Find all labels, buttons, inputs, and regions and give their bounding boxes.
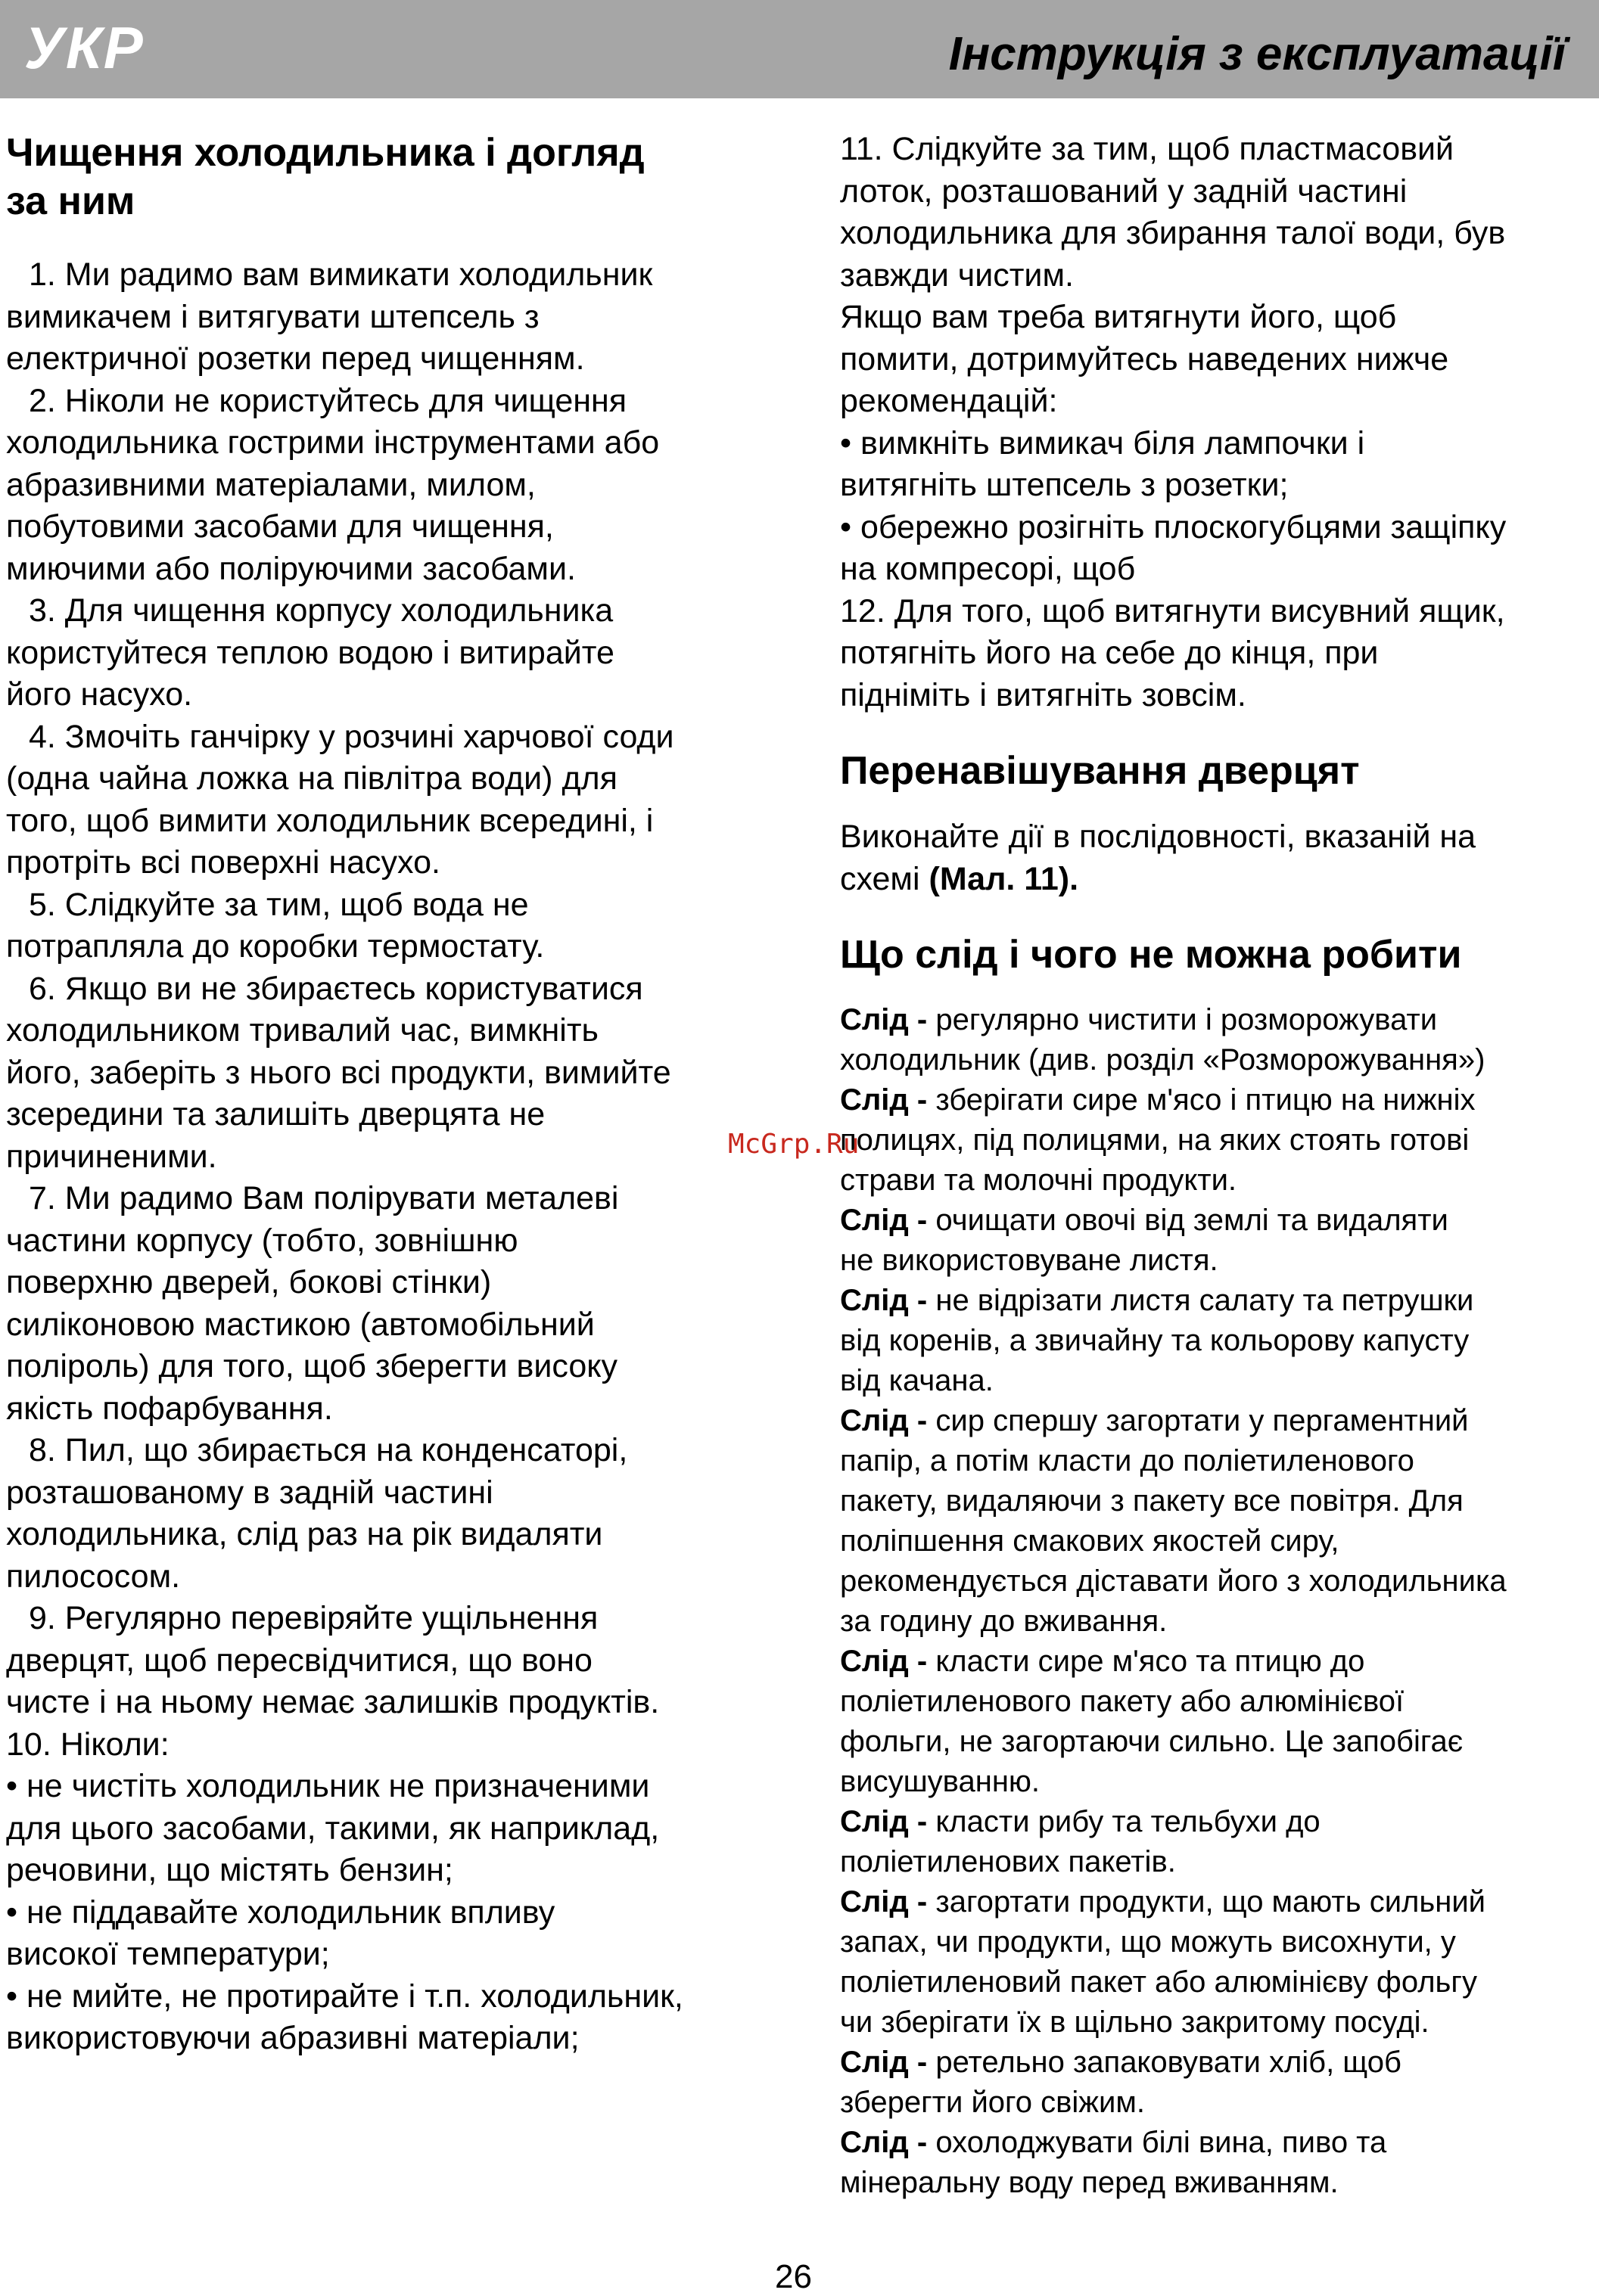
dos-line bbox=[840, 1561, 1593, 1602]
text-line: 10. Ніколи: bbox=[6, 1726, 170, 1763]
dos-line bbox=[840, 2083, 1593, 2123]
dos-line bbox=[840, 1000, 1593, 1040]
dos-label: Слід - bbox=[840, 1805, 936, 1838]
dos-line bbox=[840, 1722, 1593, 1762]
text-line: користуйтеся теплою водою і витирайте bbox=[6, 634, 614, 671]
dos-label: Слід - bbox=[840, 1284, 936, 1317]
text-line: Якщо вам треба витягнути його, щоб bbox=[840, 299, 1397, 335]
dos-text: поліетиленовий пакет або алюмінієву фольгу bbox=[840, 1965, 1477, 1999]
text-line: рекомендацій: bbox=[840, 383, 1058, 419]
text-line: його насухо. bbox=[6, 676, 193, 713]
text-line: зсередини та залишіть дверцята не bbox=[6, 1096, 546, 1132]
text-line: розташованому в задній частині bbox=[6, 1474, 493, 1511]
text-line: • не чистіть холодильник не призначеними bbox=[6, 1768, 650, 1804]
text-line: електричної розетки перед чищенням. bbox=[6, 340, 585, 377]
text-line: холодильника для збирання талої води, був bbox=[840, 215, 1506, 251]
text-line: 11. Слідкуйте за тим, щоб пластмасовий bbox=[840, 131, 1454, 167]
dos-line bbox=[840, 1922, 1593, 1962]
dos-line bbox=[840, 1201, 1593, 1241]
text-line: • не піддавайте холодильник впливу bbox=[6, 1894, 555, 1931]
text-line: побутовими засобами для чищення, bbox=[6, 508, 554, 545]
dos-text: поліетиленового пакету або алюмінієвої bbox=[840, 1685, 1405, 1718]
tray-instructions bbox=[840, 129, 1593, 716]
text-line: 6. Якщо ви не збираєтесь користуватися bbox=[29, 970, 643, 1007]
page-header bbox=[0, 0, 1599, 98]
dos-line bbox=[840, 1481, 1593, 1521]
text-line: поліроль) для того, щоб зберегти високу bbox=[6, 1348, 618, 1384]
dos-text: регулярно чистити і розморожувати bbox=[935, 1003, 1438, 1036]
dos-text: страви та молочні продукти. bbox=[840, 1164, 1237, 1197]
dos-text: класти сире м'ясо та птицю до bbox=[935, 1645, 1365, 1678]
dos-text: ретельно запаковувати хліб, щоб bbox=[935, 2046, 1401, 2079]
dos-text: не відрізати листя салату та петрушки bbox=[935, 1284, 1474, 1317]
text-line: 1. Ми радимо вам вимикати холодильник bbox=[29, 256, 653, 293]
dos-list bbox=[840, 1000, 1593, 2203]
dos-text: загортати продукти, що мають сильний bbox=[935, 1885, 1485, 1919]
text-line: потягніть його на себе до кінця, при bbox=[840, 635, 1379, 671]
dos-text: фольги, не загортаючи сильно. Це запобігає bbox=[840, 1725, 1464, 1758]
line-text: Виконайте дії в послідовності, вказаній на bbox=[840, 819, 1476, 855]
text-line: на компресорі, щоб bbox=[840, 551, 1136, 587]
text-line: • не мийте, не протирайте і т.п. холодильник, bbox=[6, 1978, 683, 2015]
text-line: 8. Пил, що збирається на конденсаторі, bbox=[29, 1432, 628, 1468]
text-line: речовини, що містять бензин; bbox=[6, 1852, 453, 1888]
text-line: завжди чистим. bbox=[840, 256, 1074, 294]
dos-text: поліетиленових пакетів. bbox=[840, 1845, 1176, 1878]
dos-text: за годину до вживання. bbox=[840, 1605, 1168, 1638]
text-line: помити, дотримуйтесь наведених нижче bbox=[840, 340, 1449, 377]
text-line: • обережно розігніть плоскогубцями защіпку bbox=[840, 508, 1507, 545]
dos-line bbox=[840, 2043, 1593, 2083]
dos-line bbox=[840, 2163, 1593, 2203]
text-line: 4. Змочіть ганчірку у розчині харчової соди bbox=[29, 718, 674, 755]
text-line: холодильника гострими інструментами або bbox=[6, 424, 660, 461]
dos-text: холодильник (див. розділ «Розморожування») bbox=[840, 1043, 1485, 1077]
section-heading-cleaning bbox=[6, 129, 770, 225]
dos-line bbox=[840, 1120, 1593, 1160]
dos-text: пакету, видаляючи з пакету все повітря. Для bbox=[840, 1484, 1464, 1518]
dos-line bbox=[840, 2123, 1593, 2163]
dos-line bbox=[840, 1762, 1593, 1802]
text-line: 3. Для чищення корпусу холодильника bbox=[29, 592, 614, 629]
text-line: якість пофарбування. bbox=[6, 1390, 333, 1427]
dos-line bbox=[840, 1361, 1593, 1401]
dos-line bbox=[840, 1281, 1593, 1321]
text-line: пилососом. bbox=[6, 1558, 181, 1595]
dos-line bbox=[840, 1401, 1593, 1441]
dos-text: мінеральну воду перед вживанням. bbox=[840, 2166, 1339, 2199]
dos-line bbox=[840, 1642, 1593, 1682]
text-line: холодильником тривалий час, вимкніть bbox=[6, 1012, 599, 1049]
dos-label: Слід - bbox=[840, 1885, 936, 1919]
manual-title: Інструкція з експлуатації bbox=[948, 28, 1566, 80]
dos-line bbox=[840, 1241, 1593, 1281]
text-line: миючими або поліруючими засобами. bbox=[6, 550, 576, 587]
dos-line bbox=[840, 1321, 1593, 1361]
text-line: його, заберіть з нього всі продукти, вимийте bbox=[6, 1054, 671, 1091]
dos-line bbox=[840, 1441, 1593, 1481]
section-heading-dos: Що слід і чого не можна робити bbox=[840, 933, 1462, 977]
text-line: використовуючи абразивні матеріали; bbox=[6, 2020, 580, 2056]
text-line: поверхню дверей, бокові стінки) bbox=[6, 1264, 492, 1300]
dos-text: зберігати сире м'ясо і птицю на нижніх bbox=[935, 1083, 1476, 1117]
text-line: (одна чайна ложка на півлітра води) для bbox=[6, 760, 618, 797]
dos-label: Слід - bbox=[840, 1083, 936, 1117]
heading-line: Чищення холодильника і догляд bbox=[6, 131, 645, 175]
dos-text: не використовуване листя. bbox=[840, 1244, 1218, 1277]
text-line bbox=[840, 859, 1593, 901]
watermark-text: McGrp.Ru bbox=[728, 1129, 860, 1160]
text-line: причиненими. bbox=[6, 1138, 217, 1175]
text-line: чисте і на ньому немає залишків продуктів. bbox=[6, 1684, 660, 1720]
dos-line bbox=[840, 1802, 1593, 1842]
dos-text: папір, а потім класти до поліетиленового bbox=[840, 1444, 1414, 1477]
dos-line bbox=[840, 1842, 1593, 1882]
dos-label: Слід - bbox=[840, 1204, 936, 1237]
dos-line bbox=[840, 1682, 1593, 1722]
text-line: частини корпусу (тобто, зовнішню bbox=[6, 1222, 518, 1259]
dos-label: Слід - bbox=[840, 1003, 936, 1036]
dos-text: чи зберігати їх в щільно закритому посуді. bbox=[840, 2006, 1429, 2039]
text-line: 9. Регулярно перевіряйте ущільнення bbox=[29, 1600, 599, 1636]
text-line: холодильника, слід раз на рік видаляти bbox=[6, 1516, 603, 1552]
dos-label: Слід - bbox=[840, 1404, 936, 1437]
dos-text: класти рибу та тельбухи до bbox=[935, 1805, 1321, 1838]
text-line: силіконовою мастикою (автомобільний bbox=[6, 1306, 595, 1343]
dos-text: висушуванню. bbox=[840, 1765, 1041, 1798]
right-column bbox=[840, 129, 1593, 2203]
text-line: того, щоб вимити холодильник всередині, і bbox=[6, 802, 654, 839]
dos-text: полицях, під полицями, на яких стоять готові bbox=[840, 1123, 1470, 1157]
dos-line bbox=[840, 1882, 1593, 1922]
dos-line bbox=[840, 1080, 1593, 1120]
heading-line: за ним bbox=[6, 179, 135, 223]
text-line: витягніть штепсель з розетки; bbox=[840, 467, 1289, 503]
page-number: 26 bbox=[775, 2258, 812, 2295]
dos-line bbox=[840, 1602, 1593, 1642]
dos-line bbox=[840, 1521, 1593, 1561]
dos-text: поліпшення смакових якостей сиру, bbox=[840, 1524, 1339, 1558]
text-line: потрапляла до коробки термостату. bbox=[6, 928, 545, 965]
door-instructions bbox=[840, 816, 1593, 900]
figure-reference: (Мал. 11). bbox=[929, 860, 1079, 897]
dos-text: зберегти його свіжим. bbox=[840, 2086, 1145, 2119]
text-line: протріть всі поверхні насухо. bbox=[6, 844, 440, 881]
text-line: абразивними матеріалами, милом, bbox=[6, 466, 536, 503]
dos-text: рекомендується діставати його з холодильника bbox=[840, 1564, 1507, 1598]
text-line: 12. Для того, щоб витягнути висувний ящик, bbox=[840, 592, 1505, 629]
dos-label: Слід - bbox=[840, 2126, 936, 2159]
text-line: підніміть і витягніть зовсім. bbox=[840, 676, 1246, 713]
language-label: УКР bbox=[24, 14, 145, 81]
dos-text: сир спершу загортати у пергаментний bbox=[935, 1404, 1469, 1437]
cleaning-instructions bbox=[6, 254, 770, 2060]
text-line: вимикачем і витягувати штепсель з bbox=[6, 298, 540, 335]
line-text: схемі bbox=[840, 860, 929, 897]
text-line bbox=[840, 816, 1593, 859]
dos-label: Слід - bbox=[840, 1645, 936, 1678]
section-heading-door: Перенавішування дверцят bbox=[840, 749, 1360, 793]
text-line: 5. Слідкуйте за тим, щоб вода не bbox=[29, 886, 529, 923]
dos-text: очищати овочі від землі та видаляти bbox=[935, 1204, 1448, 1237]
text-line: • вимкніть вимикач біля лампочки і bbox=[840, 424, 1365, 461]
left-column bbox=[6, 129, 770, 2060]
text-line: високої температури; bbox=[6, 1936, 330, 1972]
dos-line bbox=[840, 1160, 1593, 1201]
dos-label: Слід - bbox=[840, 2046, 936, 2079]
dos-text: від качана. bbox=[840, 1364, 994, 1397]
dos-line bbox=[840, 2002, 1593, 2043]
dos-text: від коренів, а звичайну та кольорову капусту bbox=[840, 1324, 1470, 1357]
dos-line bbox=[840, 1962, 1593, 2002]
text-line: для цього засобами, такими, як наприклад, bbox=[6, 1810, 660, 1847]
text-line: дверцят, щоб пересвідчитися, що воно bbox=[6, 1642, 593, 1679]
text-line: 2. Ніколи не користуйтесь для чищення bbox=[29, 382, 627, 419]
dos-text: запах, чи продукти, що можуть висохнути, у bbox=[840, 1925, 1456, 1959]
text-line: 7. Ми радимо Вам полірувати металеві bbox=[29, 1180, 619, 1216]
dos-text: охолоджувати білі вина, пиво та bbox=[935, 2126, 1387, 2159]
dos-line bbox=[840, 1040, 1593, 1080]
text-line: лоток, розташований у задній частині bbox=[840, 172, 1408, 210]
